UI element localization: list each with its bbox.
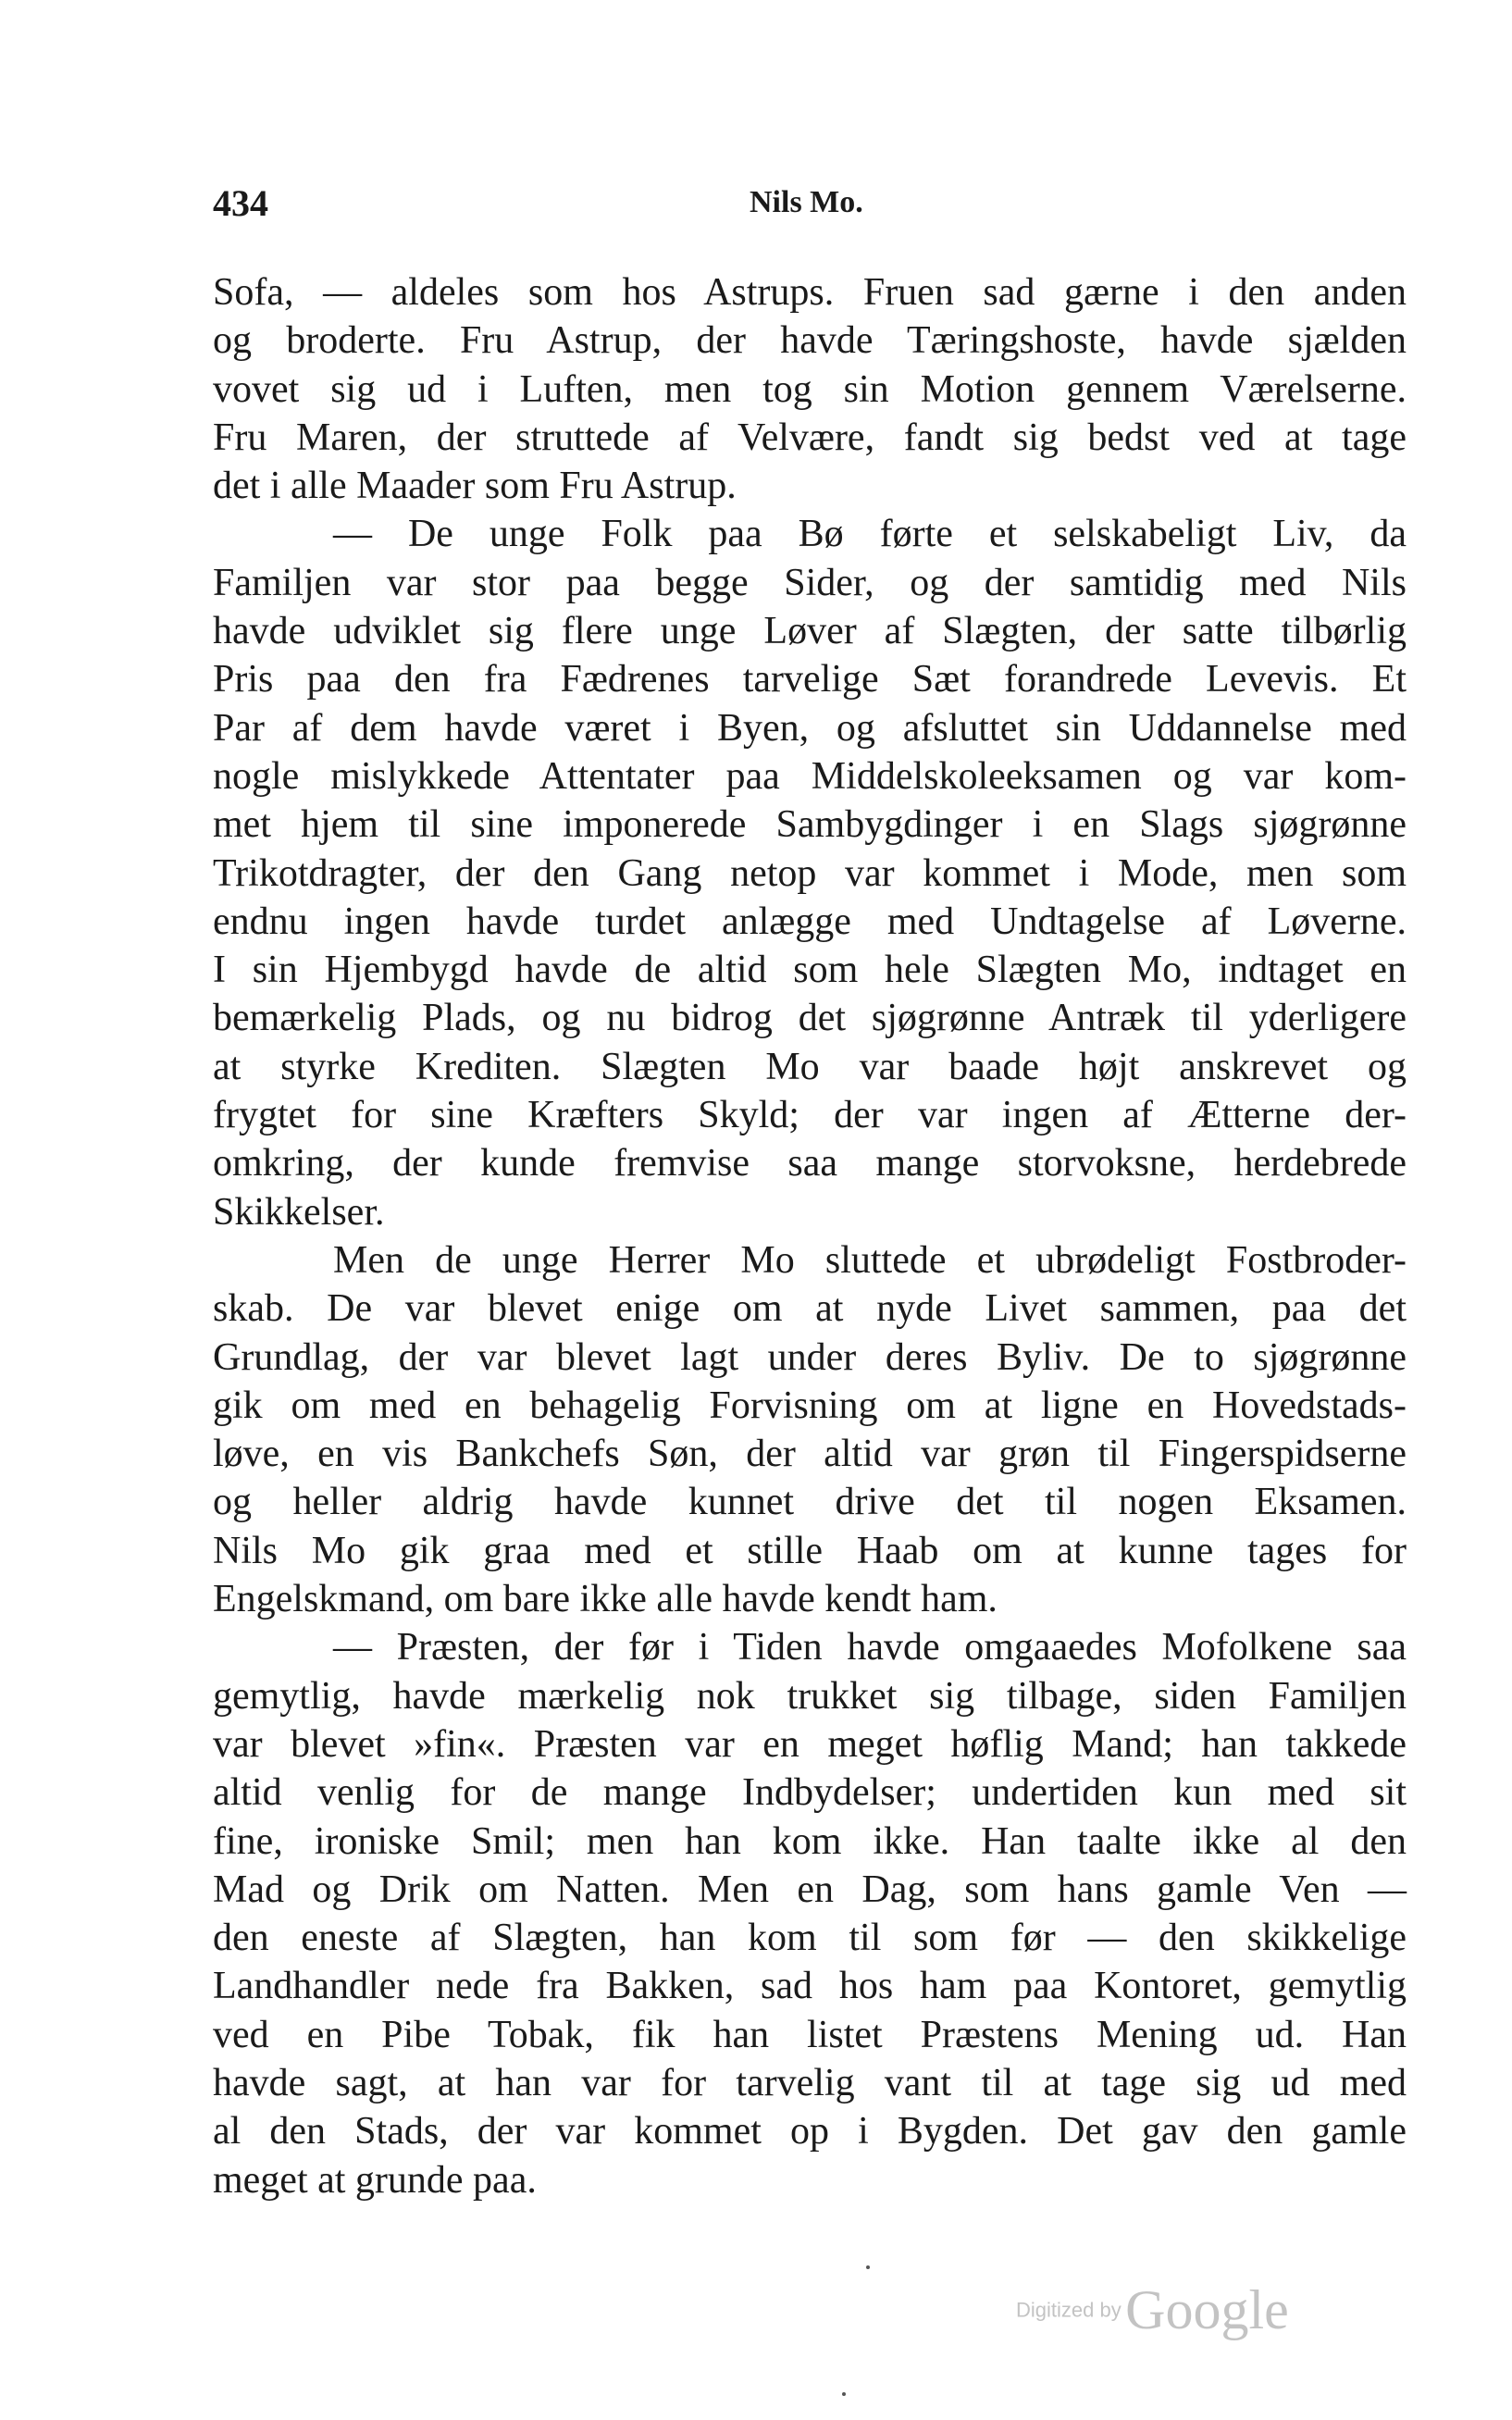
text-line: den eneste af Slægten, han kom til som før — den skikkelige <box>213 1917 1407 1960</box>
text-line: omkring, der kunde fremvise saa mange storvoksne, herdebrede <box>213 1142 1407 1185</box>
text-line: og broderte. Fru Astrup, der havde Tæringshoste, havde sjælden <box>213 319 1407 363</box>
text-line: løve, en vis Bankchefs Søn, der altid var grøn til Fingerspidserne <box>213 1433 1407 1476</box>
text-line: — De unge Folk paa Bø førte et selskabeligt Liv, da <box>333 513 1407 556</box>
text-line: nogle mislykkede Attentater paa Middelskoleeksamen og var kom- <box>213 754 1407 798</box>
text-line: gemytlig, havde mærkelig nok trukket sig tilbage, siden Familjen <box>213 1674 1407 1718</box>
text-line: Grundlag, der var blevet lagt under deres Byliv. De to sjøgrønne <box>213 1335 1407 1379</box>
text-line: I sin Hjembygd havde de altid som hele Slægten Mo, indtaget en <box>213 949 1407 992</box>
text-line: skab. De var blevet enige om at nyde Livet sammen, paa det <box>213 1287 1407 1331</box>
text-line: Landhandler nede fra Bakken, sad hos ham paa Kontoret, gemytlig <box>213 1965 1407 2008</box>
text-line: Skikkelser. <box>213 1190 385 1234</box>
text-line: fine, ironiske Smil; men han kom ikke. Han taalte ikke al den <box>213 1819 1407 1863</box>
text-line: vovet sig ud i Luften, men tog sin Motion gennem Værelserne. <box>213 367 1407 411</box>
text-line: bemærkelig Plads, og nu bidrog det sjøgrønne Antræk til yderligere <box>213 997 1407 1040</box>
watermark-prefix: Digitized by <box>1016 2298 1122 2322</box>
text-line: meget at grunde paa. <box>213 2158 537 2202</box>
text-line: var blevet »fin«. Præsten var en meget høflig Mand; han takkede <box>213 1722 1407 1766</box>
text-line: ved en Pibe Tobak, fik han listet Præstens Mening ud. Han <box>213 2013 1407 2056</box>
running-title: Nils Mo. <box>750 185 863 219</box>
text-line: al den Stads, der var kommet op i Bygden. Det gav den gamle <box>213 2110 1407 2153</box>
text-line: og heller aldrig havde kunnet drive det til nogen Eksamen. <box>213 1481 1407 1524</box>
text-line: at styrke Krediten. Slægten Mo var baade højt anskrevet og <box>213 1045 1407 1088</box>
text-line: Pris paa den fra Fædrenes tarvelige Sæt forandrede Levevis. Et <box>213 658 1407 701</box>
text-line: havde udviklet sig flere unge Løver af Slægten, der satte tilbørlig <box>213 610 1407 653</box>
body-text <box>213 268 1407 2204</box>
text-line: det i alle Maader som Fru Astrup. <box>213 465 737 508</box>
text-line: Men de unge Herrer Mo sluttede et ubrødeligt Fostbroder- <box>333 1238 1407 1282</box>
text-line: frygtet for sine Kræfters Skyld; der var ingen af Ætterne der- <box>213 1094 1407 1137</box>
text-line: havde sagt, at han var for tarvelig vant til at tage sig ud med <box>213 2061 1407 2104</box>
google-logo: Google <box>1125 2279 1289 2340</box>
text-line: Familjen var stor paa begge Sider, og der samtidig med Nils <box>213 561 1407 604</box>
scan-speck <box>842 2392 846 2396</box>
text-line: Mad og Drik om Natten. Men en Dag, som hans gamle Ven — <box>213 1868 1407 1911</box>
text-line: Nils Mo gik graa med et stille Haab om at kunne tages for <box>213 1529 1407 1572</box>
digitized-by-google-watermark <box>1016 2278 1289 2342</box>
text-line: — Præsten, der før i Tiden havde omgaaedes Mofolkene saa <box>333 1626 1407 1669</box>
text-line: Engelskmand, om bare ikke alle havde kendt ham. <box>213 1578 998 1621</box>
text-line: met hjem til sine imponerede Sambygdinger i en Slags sjøgrønne <box>213 803 1407 847</box>
text-line: altid venlig for de mange Indbydelser; undertiden kun med sit <box>213 1771 1407 1815</box>
text-line: Trikotdragter, der den Gang netop var kommet i Mode, men som <box>213 851 1407 895</box>
scan-speck <box>866 2265 870 2269</box>
page-number: 434 <box>213 182 268 224</box>
text-line: Fru Maren, der struttede af Velvære, fandt sig bedst ved at tage <box>213 416 1407 459</box>
text-line: Par af dem havde været i Byen, og afsluttet sin Uddannelse med <box>213 706 1407 750</box>
text-line: gik om med en behagelig Forvisning om at ligne en Hovedstads- <box>213 1384 1407 1427</box>
text-line: endnu ingen havde turdet anlægge med Undtagelse af Løverne. <box>213 900 1407 943</box>
text-line: Sofa, — aldeles som hos Astrups. Fruen sad gærne i den anden <box>213 271 1407 314</box>
